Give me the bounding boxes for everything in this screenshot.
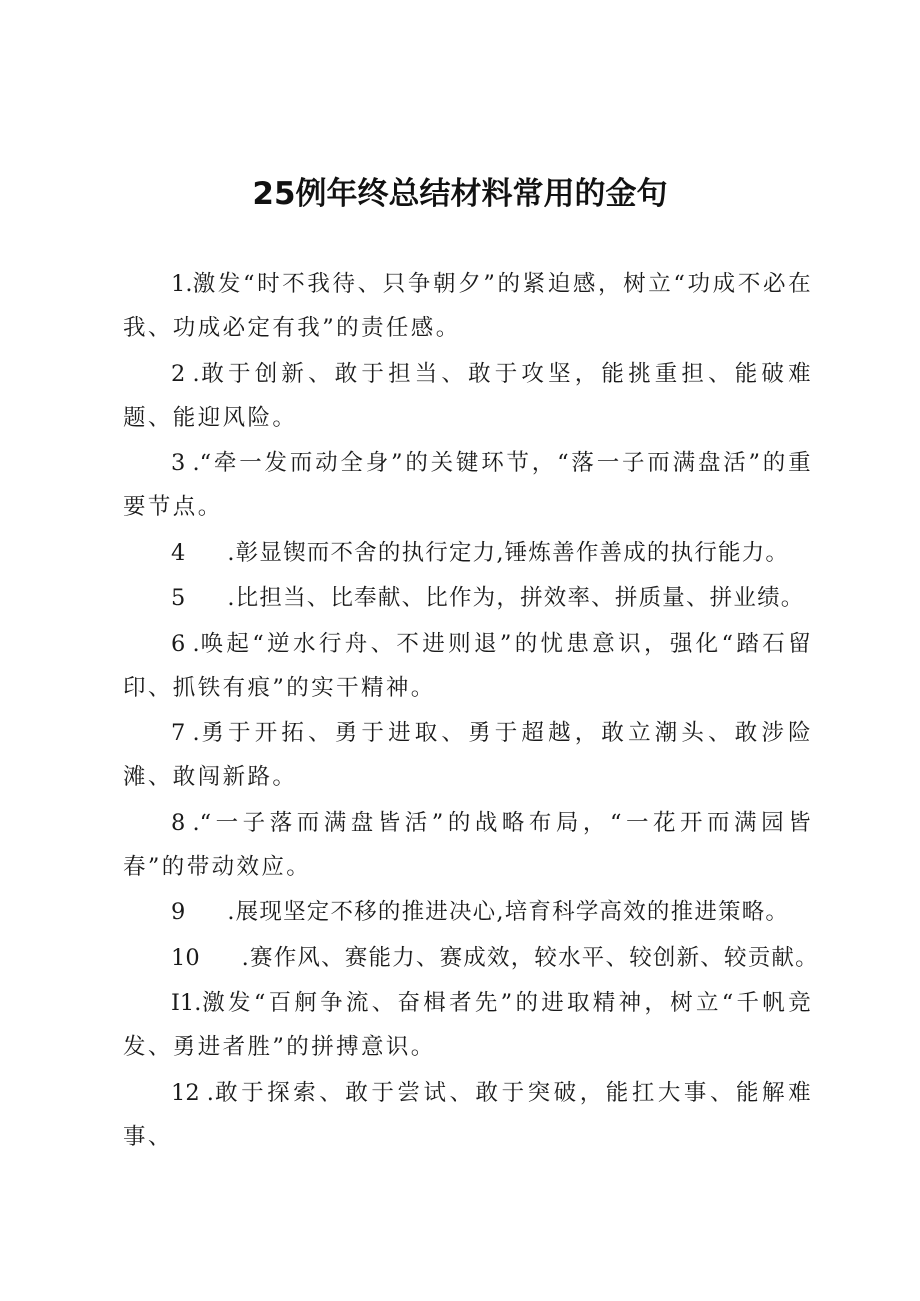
item-text: 敢于创新、敢于担当、敢于攻坚，能挑重担、能破难题、能迎风险。	[123, 360, 813, 431]
item-text: .比担当、比奉献、比作为，拼效率、拼质量、拼业绩。	[227, 585, 805, 611]
item-number: 12 .	[171, 1079, 214, 1106]
item-text: .赛作风、赛能力、赛成效，较水平、较创新、较贡献。	[241, 944, 819, 971]
item-number: 6 .	[171, 630, 200, 657]
document-body	[123, 262, 819, 1160]
list-item	[123, 531, 813, 575]
list-item	[123, 936, 819, 980]
item-number: 8 .	[171, 809, 200, 836]
item-number: 5	[171, 585, 186, 611]
list-item	[123, 441, 813, 529]
item-number: I1.	[171, 990, 202, 1016]
item-number: 9	[171, 899, 186, 925]
item-number: 10	[171, 944, 200, 971]
item-text: 激发“百舸争流、奋楫者先”的进取精神，树立“千帆竞发、勇进者胜”的拼搏意识。	[123, 990, 813, 1060]
list-item	[123, 981, 813, 1069]
item-number: 1.	[171, 271, 193, 297]
item-text: 敢于探索、敢于尝试、敢于突破，能扛大事、能解难事、	[123, 1079, 813, 1150]
item-text: 唤起“逆水行舟、不进则退”的忧患意识，强化“踏石留印、抓铁有痕”的实干精神。	[123, 630, 813, 701]
item-text: 激发“时不我待、只争朝夕”的紧迫感，树立“功成不必在我、功成必定有我”的责任感。	[123, 271, 813, 341]
item-text: “一子落而满盘皆活”的战略布局，“一花开而满园皆春”的带动效应。	[123, 809, 813, 880]
list-item	[123, 576, 813, 620]
list-item	[123, 622, 813, 710]
list-item	[123, 352, 813, 440]
item-text: 勇于开拓、勇于进取、勇于超越，敢立潮头、敢涉险滩、敢闯新路。	[123, 720, 813, 790]
item-number: 3 .	[171, 450, 200, 476]
item-text: “牵一发而动全身”的关键环节，“落一子而满盘活”的重要节点。	[123, 450, 813, 520]
item-number: 4	[171, 539, 186, 566]
list-item	[123, 1071, 813, 1159]
item-number: 2 .	[171, 360, 200, 387]
item-text: .展现坚定不移的推进决心,培育科学高效的推进策略。	[227, 899, 790, 925]
item-text: .彰显锲而不舍的执行定力,锤炼善作善成的执行能力。	[227, 539, 790, 566]
list-item	[123, 711, 813, 799]
list-item	[123, 801, 813, 889]
document-title: 25例年终总结材料常用的金句	[252, 176, 668, 212]
list-item	[123, 890, 813, 934]
list-item	[123, 262, 813, 350]
item-number: 7 .	[171, 720, 200, 746]
